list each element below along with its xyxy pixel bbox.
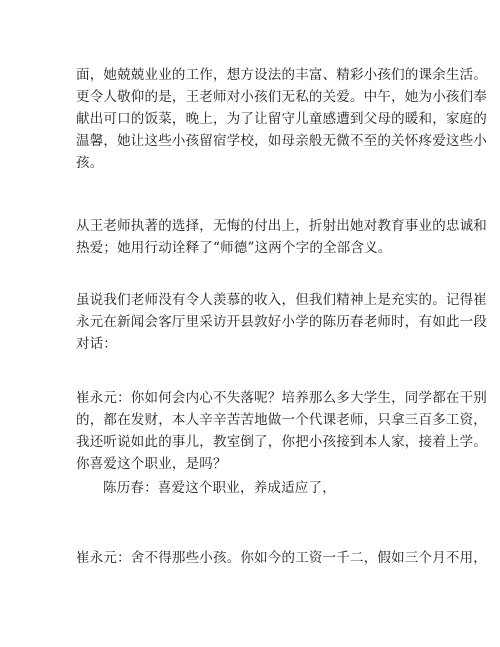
- text-line: 你喜爱这个职业，是吗？: [76, 456, 227, 472]
- text-line: 对话：: [76, 336, 118, 352]
- text-line: 更令人敬仰的是，王老师对小孩们无私的关爱。中午，她为小孩们奉: [76, 89, 487, 105]
- text-line: 献出可口的饭菜，晚上，为了让留守儿童感遭到父母的暖和，家庭的: [76, 111, 487, 127]
- text-line: 的，都在发财，本人辛辛苦苦地做一个代课老师，只拿三百多工资，: [76, 412, 487, 428]
- text-line: 面，她兢兢业业的工作，想方设法的丰富、精彩小孩们的课余生活。: [76, 67, 487, 83]
- text-line: 崔永元：舍不得那些小孩。你如今的工资一千二，假如三个月不用，: [76, 550, 487, 566]
- paragraph-1: [76, 64, 487, 174]
- paragraph-5: [76, 477, 436, 499]
- text-line: 我还听说如此的事儿，教室倒了，你把小孩接到本人家，接着上学。: [76, 434, 487, 450]
- text-line: 温馨，她让这些小孩留宿学校，如母亲般无微不至的关怀疼爱这些小: [76, 133, 487, 149]
- text-line: 孩。: [76, 155, 104, 171]
- text-line: 永元在新闻会客厅里采访开县敦好小学的陈历春老师时，有如此一段: [76, 314, 487, 330]
- text-line: 虽说我们老师没有令人羡慕的收入，但我们精神上是充实的。记得崔: [76, 292, 487, 308]
- text-line: 从王老师执著的选择，无悔的付出上，折射出她对教育事业的忠诚和: [76, 218, 487, 234]
- text-line: 崔永元：你如何会内心不失落呢？培养那么多大学生，同学都在干别: [76, 390, 487, 406]
- text-line: 陈历春：喜爱这个职业，养成适应了，: [103, 480, 336, 496]
- text-line: 热爱；她用行动诠释了“师德”这两个字的全部含义。: [76, 240, 392, 256]
- paragraph-3: [76, 289, 487, 355]
- paragraph-6: [76, 547, 487, 569]
- paragraph-2: [76, 215, 487, 259]
- paragraph-4: [76, 387, 487, 475]
